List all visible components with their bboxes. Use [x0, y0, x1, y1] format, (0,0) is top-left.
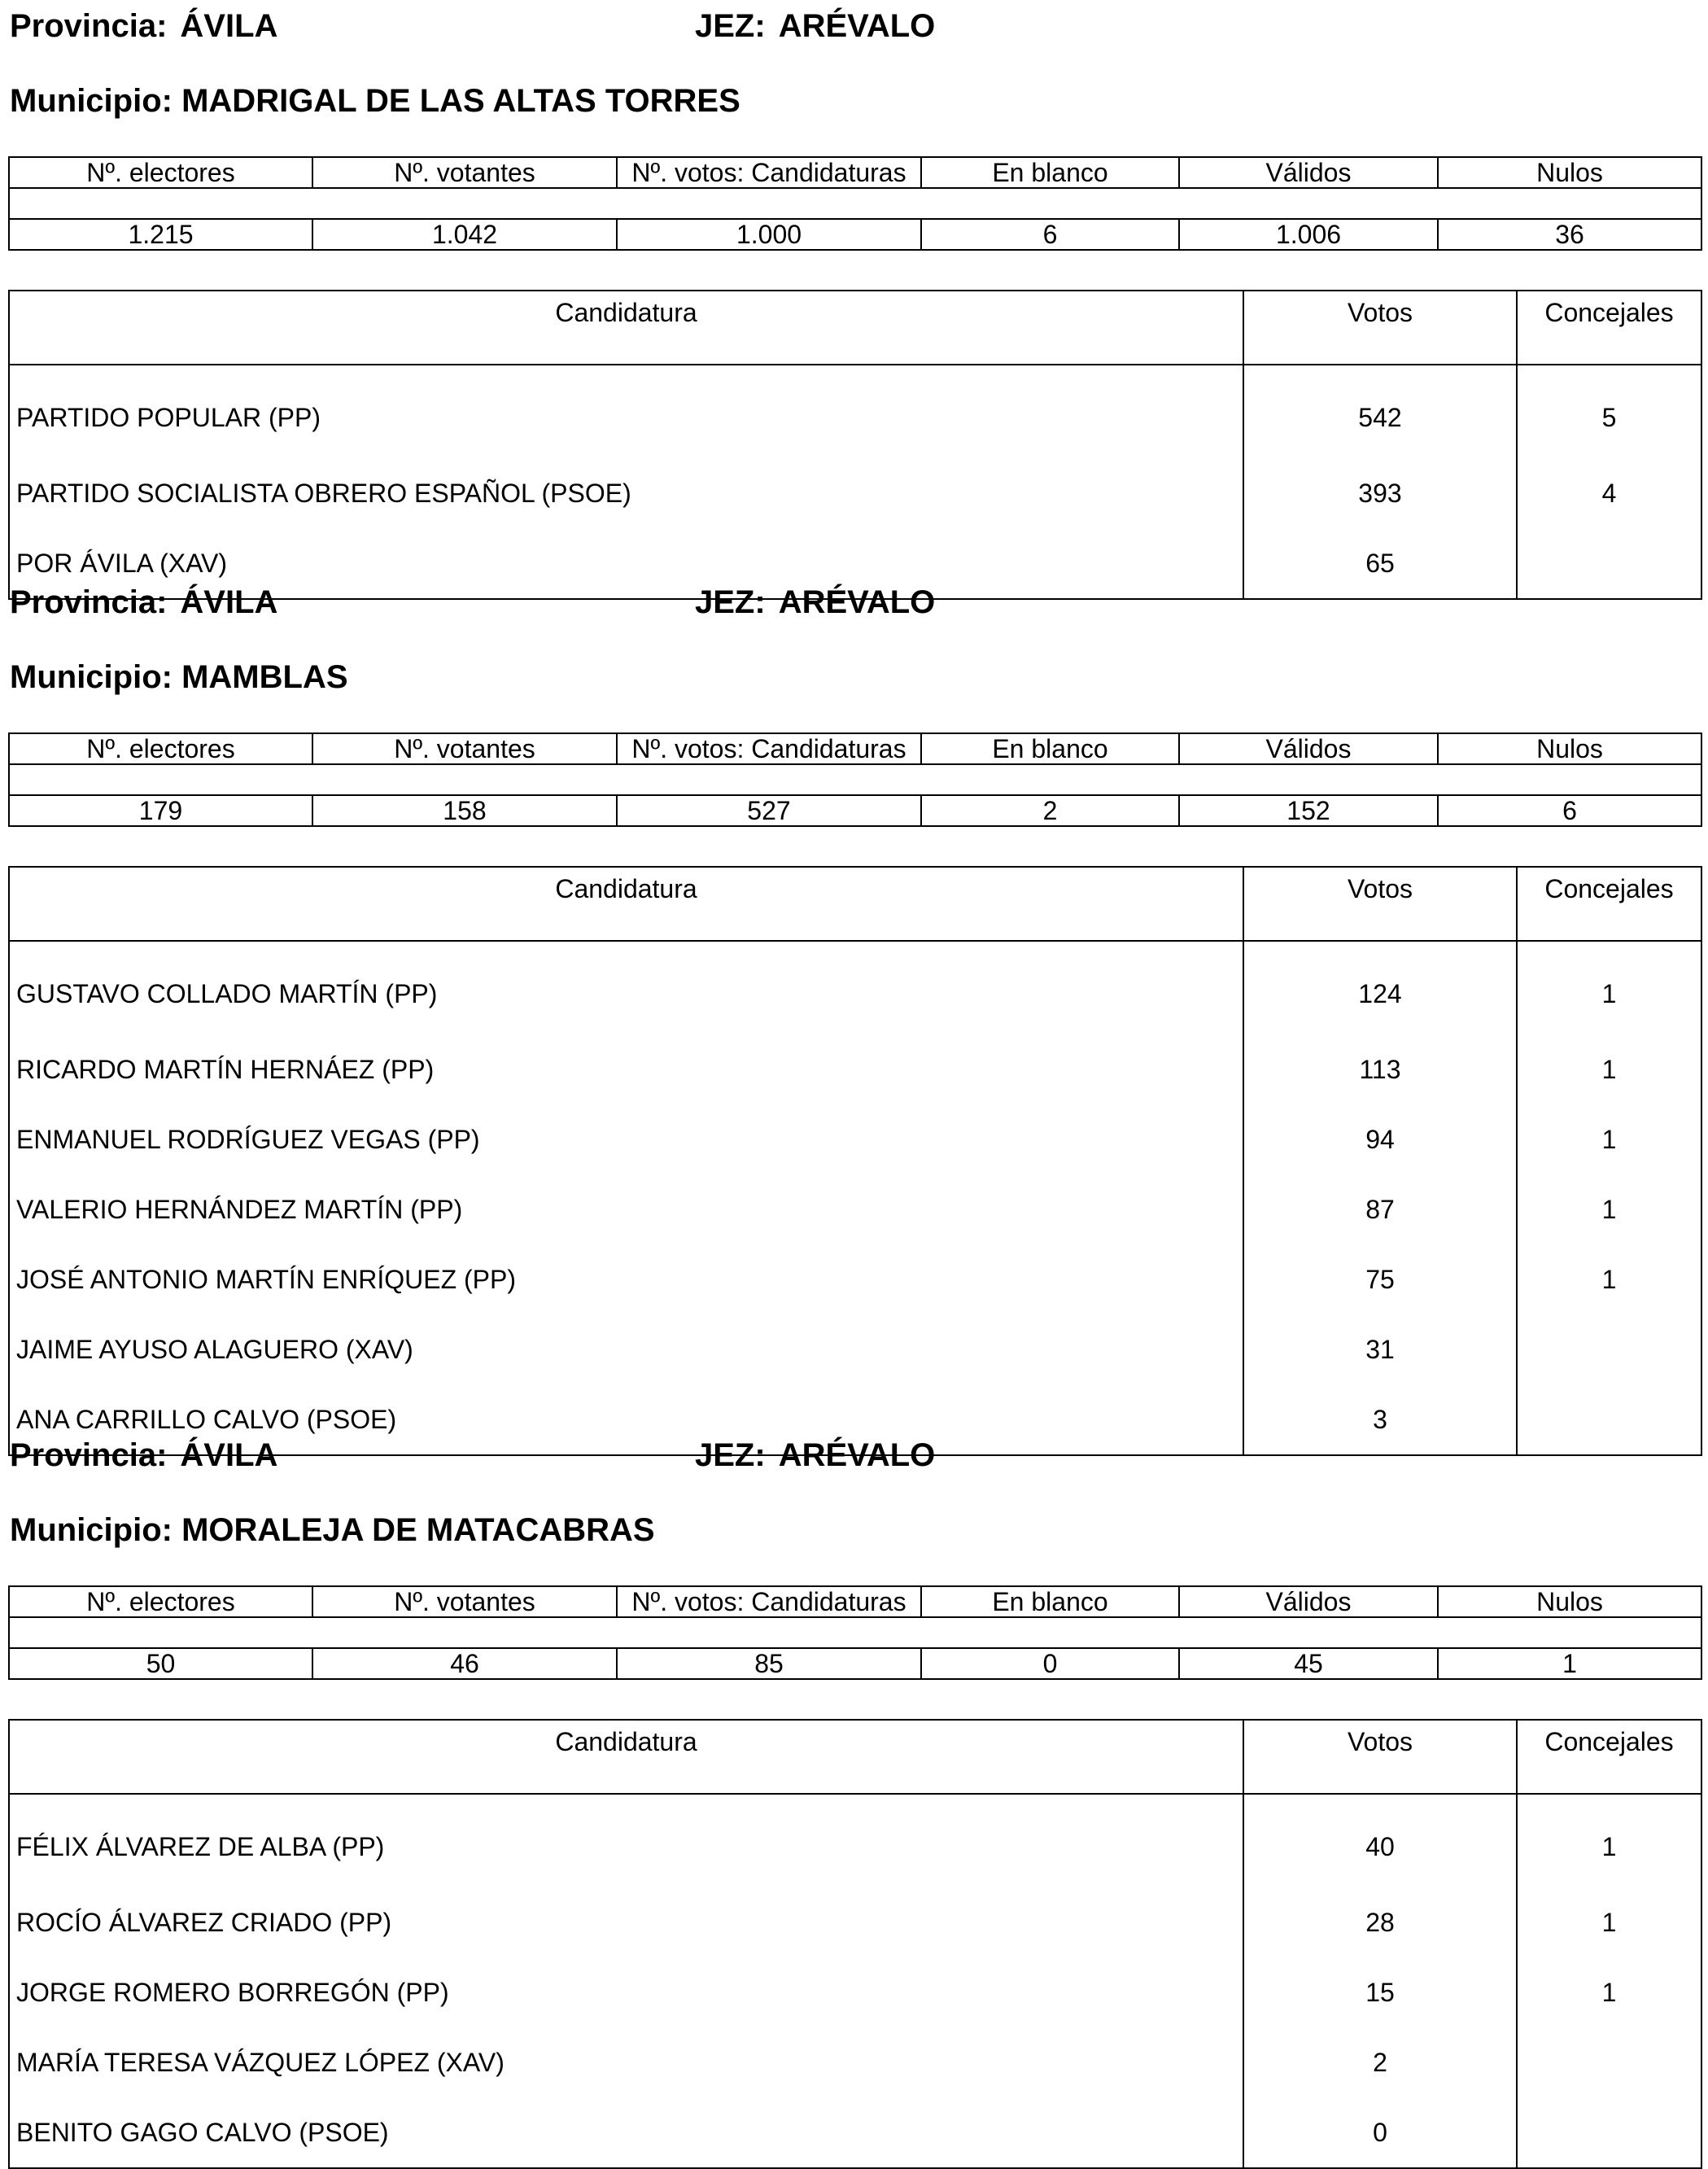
provincia-value: ÁVILA — [180, 8, 278, 44]
summary-value-cell: 50 — [9, 1648, 312, 1679]
municipality-block-moraleja — [8, 1429, 1701, 2169]
candidate-row — [9, 1104, 1701, 1174]
candidate-row — [9, 1887, 1701, 1957]
candidate-votos: 75 — [1243, 1244, 1517, 1314]
jez-line — [695, 1437, 935, 1473]
candidate-name: JOSÉ ANTONIO MARTÍN ENRÍQUEZ (PP) — [9, 1244, 1243, 1314]
candidates-header-row — [9, 291, 1701, 365]
candidate-votos: 31 — [1243, 1314, 1517, 1384]
candidate-concejales: 1 — [1517, 1887, 1701, 1957]
municipio-label: Municipio: — [10, 1512, 173, 1548]
jez-value: ARÉVALO — [778, 1437, 936, 1473]
candidatura-header: Candidatura — [9, 867, 1243, 941]
candidate-name: PARTIDO POPULAR (PP) — [9, 365, 1243, 458]
candidate-name: ENMANUEL RODRÍGUEZ VEGAS (PP) — [9, 1104, 1243, 1174]
candidate-votos: 40 — [1243, 1794, 1517, 1887]
provincia-value: ÁVILA — [180, 584, 278, 620]
summary-header-cell: Nº. votantes — [312, 733, 617, 764]
summary-header-row — [9, 1586, 1701, 1617]
candidate-concejales: 1 — [1517, 1244, 1701, 1314]
candidate-name: POR ÁVILA (XAV) — [9, 528, 1243, 599]
jez-line — [695, 8, 935, 44]
jez-value: ARÉVALO — [778, 584, 936, 620]
summary-value-cell: 1.000 — [617, 219, 921, 250]
municipio-line — [10, 659, 348, 695]
summary-value-cell: 45 — [1179, 1648, 1438, 1679]
candidate-row — [9, 941, 1701, 1034]
candidates-table — [8, 1719, 1702, 2169]
summary-value-cell: 0 — [921, 1648, 1179, 1679]
summary-header-cell: Nº. votantes — [312, 1586, 617, 1617]
summary-header-cell: Nulos — [1438, 157, 1701, 188]
candidates-header-row — [9, 867, 1701, 941]
candidates-header-row — [9, 1720, 1701, 1794]
candidate-name: MARÍA TERESA VÁZQUEZ LÓPEZ (XAV) — [9, 2027, 1243, 2097]
candidate-name: GUSTAVO COLLADO MARTÍN (PP) — [9, 941, 1243, 1034]
candidate-row — [9, 1174, 1701, 1244]
summary-header-cell: Nº. votos: Candidaturas — [617, 1586, 921, 1617]
jez-line — [695, 584, 935, 620]
summary-value-cell: 6 — [1438, 795, 1701, 826]
summary-header-row — [9, 733, 1701, 764]
candidate-name: ROCÍO ÁLVAREZ CRIADO (PP) — [9, 1887, 1243, 1957]
candidate-name: VALERIO HERNÁNDEZ MARTÍN (PP) — [9, 1174, 1243, 1244]
municipio-header — [8, 52, 1701, 129]
candidate-votos: 393 — [1243, 458, 1517, 528]
candidate-concejales: 1 — [1517, 1174, 1701, 1244]
candidate-votos: 0 — [1243, 2097, 1517, 2168]
municipio-line — [10, 1512, 655, 1548]
summary-gap — [9, 1617, 1701, 1648]
candidate-concejales — [1517, 2027, 1701, 2097]
summary-header-cell: Nº. electores — [9, 1586, 312, 1617]
candidate-concejales: 1 — [1517, 1957, 1701, 2027]
summary-value-cell: 152 — [1179, 795, 1438, 826]
summary-gap — [9, 188, 1701, 219]
summary-header-row — [9, 157, 1701, 188]
provincia-label: Provincia: — [10, 584, 168, 620]
summary-gap — [9, 764, 1701, 795]
summary-table — [8, 156, 1702, 251]
candidate-row — [9, 1034, 1701, 1104]
candidate-row — [9, 1314, 1701, 1384]
summary-table — [8, 732, 1702, 827]
summary-value-cell: 158 — [312, 795, 617, 826]
municipio-value: MAMBLAS — [181, 659, 348, 695]
jez-label: JEZ: — [695, 584, 766, 620]
candidate-concejales: 5 — [1517, 365, 1701, 458]
summary-header-cell: En blanco — [921, 157, 1179, 188]
summary-header-cell: Nulos — [1438, 733, 1701, 764]
candidate-name: FÉLIX ÁLVAREZ DE ALBA (PP) — [9, 1794, 1243, 1887]
candidate-votos: 2 — [1243, 2027, 1517, 2097]
concejales-header: Concejales — [1517, 1720, 1701, 1794]
gap-cell — [9, 1617, 1701, 1648]
candidate-votos: 65 — [1243, 528, 1517, 599]
candidate-concejales: 1 — [1517, 1034, 1701, 1104]
provincia-line — [10, 584, 277, 620]
candidate-name: BENITO GAGO CALVO (PSOE) — [9, 2097, 1243, 2168]
summary-value-cell: 179 — [9, 795, 312, 826]
candidatura-header: Candidatura — [9, 291, 1243, 365]
candidates-table — [8, 290, 1702, 600]
candidatura-header: Candidatura — [9, 1720, 1243, 1794]
municipality-block-madrigal — [8, 0, 1701, 600]
votos-header: Votos — [1243, 867, 1517, 941]
candidate-votos: 124 — [1243, 941, 1517, 1034]
candidate-name: ANA CARRILLO CALVO (PSOE) — [9, 1384, 1243, 1455]
summary-value-cell: 36 — [1438, 219, 1701, 250]
candidate-concejales: 1 — [1517, 1794, 1701, 1887]
candidate-votos: 542 — [1243, 365, 1517, 458]
summary-value-cell: 85 — [617, 1648, 921, 1679]
municipio-line — [10, 83, 740, 119]
summary-value-cell: 527 — [617, 795, 921, 826]
concejales-header: Concejales — [1517, 867, 1701, 941]
summary-header-cell: Nulos — [1438, 1586, 1701, 1617]
candidate-concejales: 1 — [1517, 941, 1701, 1034]
gap-cell — [9, 764, 1701, 795]
summary-header-cell: En blanco — [921, 733, 1179, 764]
provincia-value: ÁVILA — [180, 1437, 278, 1473]
candidate-votos: 87 — [1243, 1174, 1517, 1244]
candidate-name: JORGE ROMERO BORREGÓN (PP) — [9, 1957, 1243, 2027]
provincia-label: Provincia: — [10, 1437, 168, 1473]
votos-header: Votos — [1243, 1720, 1517, 1794]
candidate-row — [9, 458, 1701, 528]
jez-label: JEZ: — [695, 8, 766, 44]
summary-header-cell: Válidos — [1179, 1586, 1438, 1617]
municipality-block-mamblas — [8, 576, 1701, 1456]
summary-value-cell: 1.006 — [1179, 219, 1438, 250]
summary-header-cell: Nº. electores — [9, 157, 312, 188]
candidate-votos: 28 — [1243, 1887, 1517, 1957]
gap-cell — [9, 188, 1701, 219]
summary-value-row — [9, 1648, 1701, 1679]
summary-header-cell: Nº. votantes — [312, 157, 617, 188]
province-header — [8, 0, 1701, 52]
candidate-row — [9, 2027, 1701, 2097]
summary-header-cell: En blanco — [921, 1586, 1179, 1617]
candidate-concejales: 1 — [1517, 1104, 1701, 1174]
concejales-header: Concejales — [1517, 291, 1701, 365]
summary-value-cell: 1 — [1438, 1648, 1701, 1679]
municipio-value: MORALEJA DE MATACABRAS — [181, 1512, 655, 1548]
summary-header-cell: Válidos — [1179, 157, 1438, 188]
candidate-concejales: 4 — [1517, 458, 1701, 528]
votos-header: Votos — [1243, 291, 1517, 365]
candidate-votos: 3 — [1243, 1384, 1517, 1455]
candidate-row — [9, 365, 1701, 458]
summary-value-cell: 46 — [312, 1648, 617, 1679]
candidate-name: JAIME AYUSO ALAGUERO (XAV) — [9, 1314, 1243, 1384]
candidate-row — [9, 1794, 1701, 1887]
municipio-value: MADRIGAL DE LAS ALTAS TORRES — [181, 83, 740, 119]
summary-header-cell: Nº. votos: Candidaturas — [617, 733, 921, 764]
candidate-name: PARTIDO SOCIALISTA OBRERO ESPAÑOL (PSOE) — [9, 458, 1243, 528]
municipio-header — [8, 1481, 1701, 1558]
provincia-line — [10, 1437, 277, 1473]
candidate-row — [9, 1957, 1701, 2027]
candidates-table — [8, 866, 1702, 1456]
summary-table — [8, 1585, 1702, 1680]
candidate-votos: 15 — [1243, 1957, 1517, 2027]
candidate-name: RICARDO MARTÍN HERNÁEZ (PP) — [9, 1034, 1243, 1104]
candidate-concejales — [1517, 1314, 1701, 1384]
summary-header-cell: Nº. electores — [9, 733, 312, 764]
municipio-header — [8, 628, 1701, 705]
jez-label: JEZ: — [695, 1437, 766, 1473]
candidate-votos: 94 — [1243, 1104, 1517, 1174]
summary-header-cell: Nº. votos: Candidaturas — [617, 157, 921, 188]
summary-value-cell: 1.215 — [9, 219, 312, 250]
summary-value-cell: 1.042 — [312, 219, 617, 250]
summary-value-cell: 6 — [921, 219, 1179, 250]
jez-value: ARÉVALO — [778, 8, 936, 44]
summary-value-cell: 2 — [921, 795, 1179, 826]
municipio-label: Municipio: — [10, 659, 173, 695]
provincia-line — [10, 8, 277, 44]
province-header — [8, 576, 1701, 628]
municipio-label: Municipio: — [10, 83, 173, 119]
candidate-row — [9, 1244, 1701, 1314]
candidate-votos: 113 — [1243, 1034, 1517, 1104]
summary-value-row — [9, 219, 1701, 250]
province-header — [8, 1429, 1701, 1481]
provincia-label: Provincia: — [10, 8, 168, 44]
summary-value-row — [9, 795, 1701, 826]
summary-header-cell: Válidos — [1179, 733, 1438, 764]
